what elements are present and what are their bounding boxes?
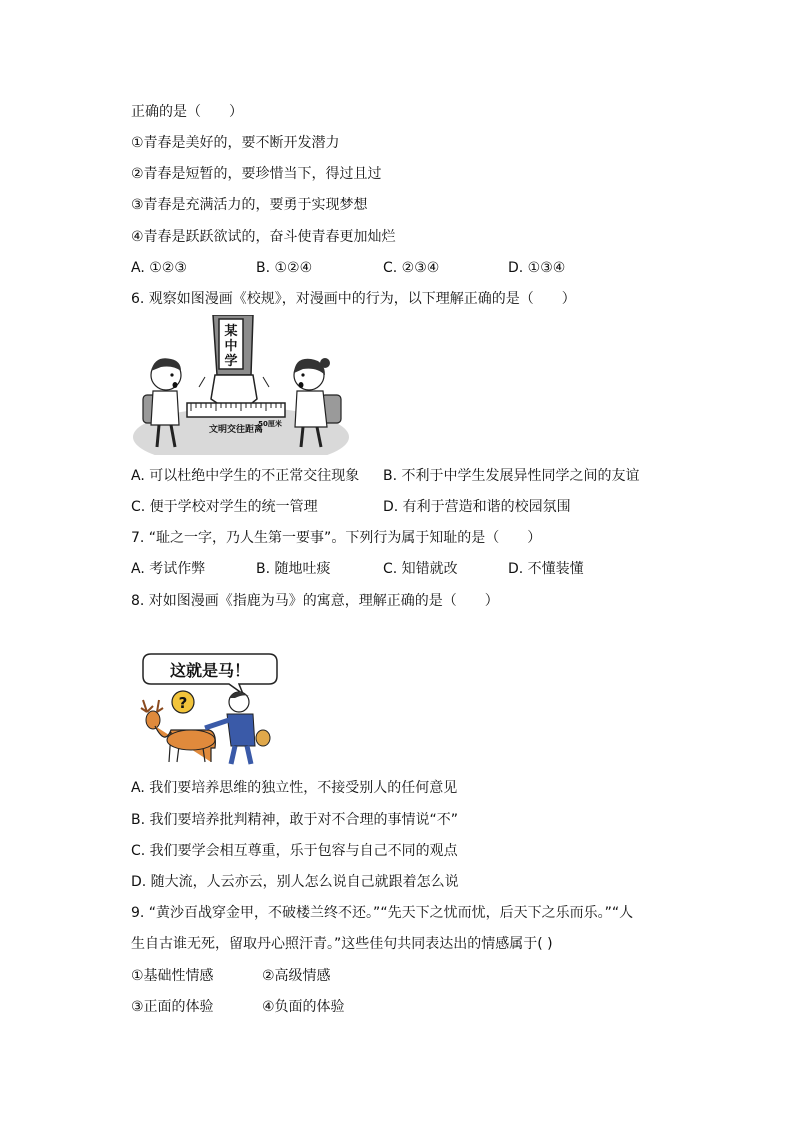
q8-option-c: C. 我们要学会相互尊重，乐于包容与自己不同的观点 xyxy=(131,843,458,859)
q5-item-4: ④青春是跃跃欲试的，奋斗使青春更加灿烂 xyxy=(131,229,396,245)
speech-text: 这就是马！ xyxy=(169,661,251,680)
man-figure xyxy=(205,692,270,764)
q9-stem-line-2: 生自古谁无死，留取丹心照汗青。”这些佳句共同表达出的情感属于( ) xyxy=(131,936,553,952)
q5-option-a: A. ①②③ xyxy=(131,260,187,276)
q6-option-a: A. 可以杜绝中学生的不正常交往现象 xyxy=(131,468,360,484)
q8-option-b: B. 我们要培养批判精神，敢于对不合理的事情说“不” xyxy=(131,812,459,828)
school-rules-cartoon xyxy=(131,315,351,455)
deer-horse-cartoon xyxy=(131,650,281,770)
q7-option-b: B. 随地吐痰 xyxy=(256,561,331,577)
q8-option-d: D. 随大流，人云亦云，别人怎么说自己就跟着怎么说 xyxy=(131,874,459,890)
q5-option-c: C. ②③④ xyxy=(383,260,440,276)
q6-stem: 6. 观察如图漫画《校规》，对漫画中的行为，以下理解正确的是（ ） xyxy=(131,291,576,307)
stamp-char-2: 中 xyxy=(224,339,238,354)
q9-stem-line-1: 9. “黄沙百战穿金甲，不破楼兰终不还。”“先天下之忧而忧，后天下之乐而乐。”“人 xyxy=(131,905,634,921)
q9-item-2: ②高级情感 xyxy=(262,968,331,984)
q7-stem: 7. “耻之一字，乃人生第一要事”。下列行为属于知耻的是（ ） xyxy=(131,530,542,546)
q6-option-d: D. 有利于营造和谐的校园氛围 xyxy=(383,499,571,515)
q7-option-a: A. 考试作弊 xyxy=(131,561,206,577)
q7-option-c: C. 知错就改 xyxy=(383,561,458,577)
q5-item-3: ③青春是充满活力的，要勇于实现梦想 xyxy=(131,197,368,213)
stamp-char-3: 学 xyxy=(224,354,238,369)
ruler-caption: 文明交往距离 xyxy=(208,425,264,435)
q9-item-4: ④负面的体验 xyxy=(262,999,345,1015)
ruler-label: 50厘米 xyxy=(258,420,282,428)
stamp-char-1: 某 xyxy=(224,324,238,339)
q6-option-b: B. 不利于中学生发展异性同学之间的友谊 xyxy=(383,468,640,484)
q5-item-1: ①青春是美好的，要不断开发潜力 xyxy=(131,135,340,151)
q5-item-2: ②青春是短暂的，要珍惜当下，得过且过 xyxy=(131,166,382,182)
q5-stem-tail: 正确的是（ ） xyxy=(131,104,243,120)
question-mark: ? xyxy=(178,694,188,712)
q8-stem: 8. 对如图漫画《指鹿为马》的寓意，理解正确的是（ ） xyxy=(131,593,499,609)
q5-option-d: D. ①③④ xyxy=(508,260,566,276)
q6-option-c: C. 便于学校对学生的统一管理 xyxy=(131,499,318,515)
q5-option-b: B. ①②④ xyxy=(256,260,313,276)
q7-option-d: D. 不懂装懂 xyxy=(508,561,584,577)
q9-item-3: ③正面的体验 xyxy=(131,999,214,1015)
q8-option-a: A. 我们要培养思维的独立性，不接受别人的任何意见 xyxy=(131,780,458,796)
q9-item-1: ①基础性情感 xyxy=(131,968,214,984)
